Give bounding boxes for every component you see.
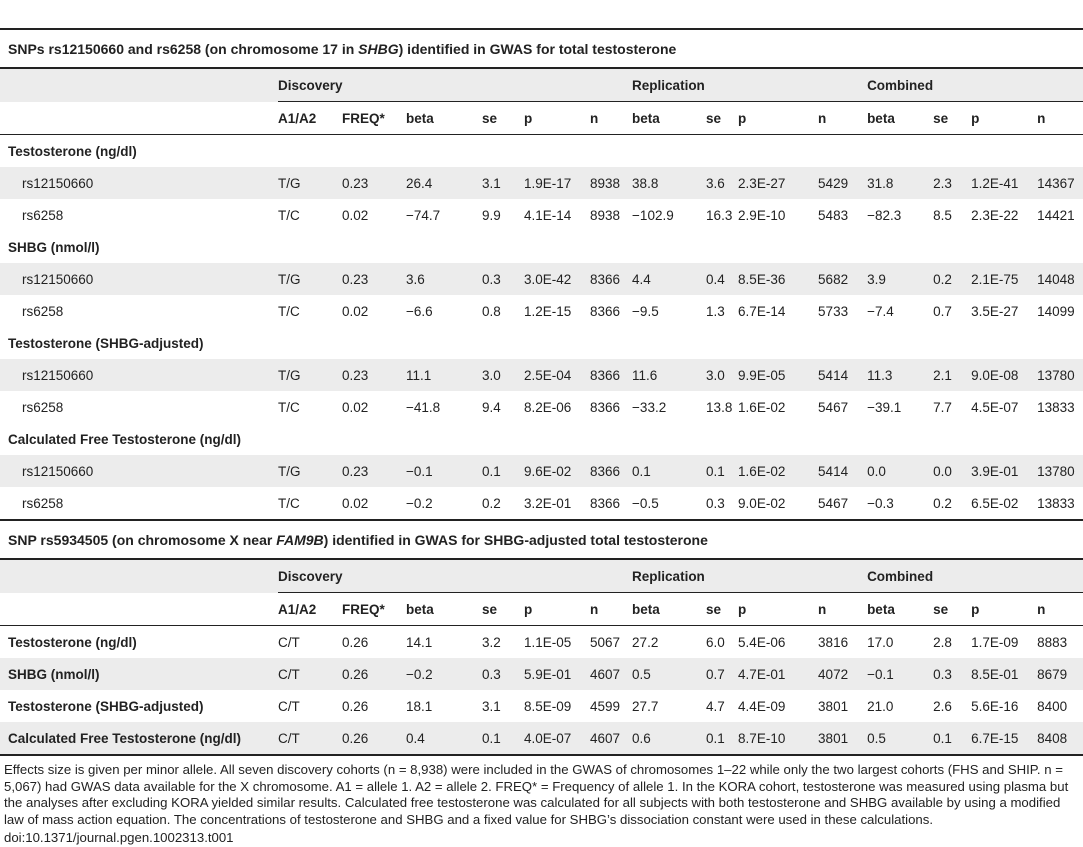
table-cell: 0.23 — [342, 175, 369, 191]
table-row — [0, 690, 1083, 722]
table-cell: 0.4 — [406, 730, 425, 746]
table-cell: 0.3 — [706, 487, 738, 520]
table-cell: 3.2E-01 — [524, 487, 590, 520]
block-heading: Calculated Free Testosterone (ng/dl) — [8, 431, 242, 447]
section1-title: SNPs rs12150660 and rs6258 (on chromosome 17 in SHBG) identified in GWAS for total testosterone — [0, 30, 1083, 69]
table-cell: −6.6 — [406, 303, 433, 319]
table-cell: 3.9 — [867, 271, 886, 287]
column-header-se: se — [706, 593, 738, 626]
table-cell: 3.0 — [482, 367, 501, 383]
column-header-a1a2: A1/A2 — [278, 102, 342, 135]
table-cell: 11.3 — [867, 367, 893, 383]
block-heading-row — [0, 135, 1083, 168]
table-cell: 5429 — [818, 175, 849, 191]
table-cell: 16.3 — [706, 207, 733, 223]
table-cell: 5414 — [818, 367, 849, 383]
table-cell: 14048 — [1037, 271, 1075, 287]
table-cell: −74.7 — [406, 207, 441, 223]
table-cell: 0.1 — [933, 730, 952, 746]
table-cell: T/G — [278, 175, 301, 191]
table-cell: T/G — [278, 271, 301, 287]
table-cell: 1.7E-09 — [971, 634, 1019, 650]
group-header-combined: Combined — [867, 69, 1083, 102]
table-cell: 4607 — [590, 730, 621, 746]
table-cell: 8.5 — [933, 207, 952, 223]
row-label: rs12150660 — [22, 367, 94, 383]
table-cell: C/T — [278, 666, 300, 682]
group-header-combined: Combined — [867, 560, 1083, 593]
group-header-spacer — [0, 560, 278, 593]
table-cell: 5467 — [818, 487, 867, 520]
table-cell: 4072 — [818, 666, 849, 682]
column-header-n: n — [818, 593, 867, 626]
column-header-se: se — [933, 593, 971, 626]
table-cell: 3.0E-42 — [524, 271, 572, 287]
table-row — [0, 199, 1083, 231]
table-cell: 3.9E-01 — [971, 463, 1019, 479]
table-cell: 0.23 — [342, 367, 369, 383]
column-header-row — [0, 593, 1083, 626]
column-header-n: n — [590, 593, 632, 626]
table-cell: 3.5E-27 — [971, 303, 1019, 319]
block-heading-row — [0, 231, 1083, 263]
table-cell: 14367 — [1037, 175, 1075, 191]
table-cell: −0.2 — [406, 487, 482, 520]
table-cell: 11.6 — [632, 367, 658, 383]
section2-table — [0, 560, 1083, 754]
column-header-p: p — [524, 102, 590, 135]
table-cell: 3.6 — [406, 271, 425, 287]
table-cell: T/G — [278, 367, 301, 383]
table-cell: 0.23 — [342, 271, 369, 287]
table-cell: 8408 — [1037, 730, 1068, 746]
table-cell: 4.4E-09 — [738, 698, 786, 714]
table-cell: 1.6E-02 — [738, 399, 786, 415]
table-cell: 8.2E-06 — [524, 399, 572, 415]
table-cell: 0.0 — [867, 463, 886, 479]
table-cell: 6.0 — [706, 634, 725, 650]
table-cell: 13.8 — [706, 399, 733, 415]
table-cell: −33.2 — [632, 399, 667, 415]
table-cell: T/C — [278, 303, 300, 319]
table-cell: 1.2E-15 — [524, 303, 572, 319]
table-cell: 2.5E-04 — [524, 367, 572, 383]
table-cell: T/C — [278, 399, 300, 415]
table-cell: 0.7 — [706, 666, 725, 682]
table-cell: 17.0 — [867, 634, 894, 650]
table-cell: 5682 — [818, 271, 849, 287]
row-label: SHBG (nmol/l) — [8, 666, 100, 682]
table-cell: 0.7 — [933, 303, 952, 319]
table-cell: 5.6E-16 — [971, 698, 1019, 714]
group-header-discovery: Discovery — [278, 69, 632, 102]
table-row — [0, 658, 1083, 690]
table-cell: 9.0E-08 — [971, 367, 1019, 383]
table-cell: 8.5E-36 — [738, 271, 786, 287]
table-cell: 0.23 — [342, 463, 369, 479]
table-cell: 0.02 — [342, 399, 369, 415]
block-heading: Testosterone (SHBG-adjusted) — [8, 335, 204, 351]
table-cell: 2.6 — [933, 698, 952, 714]
table-cell: 0.1 — [706, 463, 725, 479]
table-cell: 0.3 — [482, 271, 501, 287]
table-cell: 0.26 — [342, 666, 369, 682]
table-cell: 0.5 — [632, 666, 651, 682]
table-cell: −102.9 — [632, 207, 674, 223]
table-cell: 0.02 — [342, 207, 369, 223]
table-cell: 0.5 — [867, 730, 886, 746]
table-cell: 4607 — [590, 666, 621, 682]
table-cell: −82.3 — [867, 207, 902, 223]
table-cell: 6.7E-15 — [971, 730, 1019, 746]
group-header-spacer — [0, 69, 278, 102]
table-cell: 2.1 — [933, 367, 952, 383]
section2-title: SNP rs5934505 (on chromosome X near FAM9B) identified in GWAS for SHBG-adjusted total testosterone — [0, 521, 1083, 560]
table-cell: 0.2 — [933, 271, 952, 287]
table-cell: 14099 — [1037, 303, 1075, 319]
column-header-beta: beta — [867, 593, 933, 626]
table-cell: 14.1 — [406, 634, 433, 650]
table-cell: 5414 — [818, 463, 849, 479]
table-cell: 3.6 — [706, 175, 725, 191]
table-cell: 0.26 — [342, 634, 369, 650]
column-header-se: se — [482, 102, 524, 135]
table-cell: −0.3 — [867, 487, 933, 520]
table-cell: 0.02 — [342, 487, 406, 520]
table-cell: 8366 — [590, 487, 632, 520]
table-cell: 13833 — [1037, 487, 1083, 520]
column-header-n: n — [1037, 102, 1083, 135]
block-heading-row — [0, 423, 1083, 455]
group-header-row — [0, 560, 1083, 593]
table-cell: 3.1 — [482, 175, 501, 191]
table-row — [0, 295, 1083, 327]
table-cell: 8.5E-09 — [524, 698, 572, 714]
table-cell: 0.3 — [482, 666, 501, 682]
group-header-replication: Replication — [632, 560, 867, 593]
table-cell: 8366 — [590, 303, 621, 319]
table-cell: −0.1 — [867, 666, 894, 682]
table-cell: 6.5E-02 — [971, 487, 1037, 520]
table-cell: 7.7 — [933, 399, 952, 415]
column-header-se: se — [482, 593, 524, 626]
column-header-p: p — [971, 102, 1037, 135]
table-cell: 1.3 — [706, 303, 725, 319]
row-label: rs12150660 — [22, 463, 94, 479]
table-cell: 8938 — [590, 175, 621, 191]
table-cell: 9.9E-05 — [738, 367, 786, 383]
table-cell: 14421 — [1037, 207, 1075, 223]
row-label: rs6258 — [22, 303, 64, 319]
row-label: rs12150660 — [22, 175, 94, 191]
table-cell: 2.1E-75 — [971, 271, 1019, 287]
table-cell: 3801 — [818, 730, 849, 746]
row-label: rs6258 — [22, 207, 64, 223]
table-cell: 5067 — [590, 634, 621, 650]
table-cell: 27.2 — [632, 634, 659, 650]
table-cell: C/T — [278, 730, 300, 746]
table-row — [0, 263, 1083, 295]
table-cell: 0.0 — [933, 463, 952, 479]
table-cell: −9.5 — [632, 303, 659, 319]
row-label: rs6258 — [22, 399, 64, 415]
table-cell: 8.7E-10 — [738, 730, 786, 746]
table-row — [0, 487, 1083, 520]
table-cell: 8938 — [590, 207, 621, 223]
table-row — [0, 722, 1083, 754]
table-cell: 4.7E-01 — [738, 666, 786, 682]
table-cell: T/G — [278, 463, 301, 479]
table-cell: 2.9E-10 — [738, 207, 786, 223]
table-cell: 0.1 — [482, 463, 501, 479]
table-cell: 27.7 — [632, 698, 659, 714]
table-cell: 8883 — [1037, 634, 1068, 650]
column-header-beta: beta — [406, 102, 482, 135]
table-cell: 6.7E-14 — [738, 303, 786, 319]
row-label: rs12150660 — [22, 271, 94, 287]
table-cell: 4.5E-07 — [971, 399, 1019, 415]
table-cell: C/T — [278, 698, 300, 714]
table-cell: 0.26 — [342, 698, 369, 714]
column-header-beta: beta — [867, 102, 933, 135]
table-cell: −7.4 — [867, 303, 894, 319]
table-cell: C/T — [278, 634, 300, 650]
table-cell: 8679 — [1037, 666, 1068, 682]
row-label: Calculated Free Testosterone (ng/dl) — [8, 730, 242, 746]
table-cell: 2.3E-22 — [971, 207, 1019, 223]
table-row — [0, 626, 1083, 659]
table-cell: 4.4 — [632, 271, 651, 287]
table-cell: 0.3 — [933, 666, 952, 682]
column-header-beta: beta — [632, 593, 706, 626]
column-header-p: p — [738, 593, 818, 626]
table-row — [0, 391, 1083, 423]
table-cell: 2.8 — [933, 634, 952, 650]
table-cell: 0.02 — [342, 303, 369, 319]
table-cell: 5733 — [818, 303, 849, 319]
table-cell: 4599 — [590, 698, 621, 714]
row-label: rs6258 — [0, 487, 278, 520]
table-cell: 3.1 — [482, 698, 501, 714]
table-cell: −0.1 — [406, 463, 433, 479]
table-cell: 18.1 — [406, 698, 433, 714]
table-cell: 13780 — [1037, 463, 1075, 479]
table-cell: −41.8 — [406, 399, 441, 415]
table-cell: 4.7 — [706, 698, 725, 714]
table-cell: 9.6E-02 — [524, 463, 572, 479]
column-header-n: n — [1037, 593, 1083, 626]
column-header-a1a2: A1/A2 — [278, 593, 342, 626]
table-cell: 8.5E-01 — [971, 666, 1019, 682]
table-cell: 1.6E-02 — [738, 463, 786, 479]
table-cell: 0.26 — [342, 730, 369, 746]
table-row — [0, 167, 1083, 199]
table-cell: 8400 — [1037, 698, 1068, 714]
table-cell: 21.0 — [867, 698, 894, 714]
table-cell: 0.1 — [632, 463, 651, 479]
block-heading: Testosterone (ng/dl) — [8, 143, 137, 159]
table-cell: 5483 — [818, 207, 849, 223]
row-label: Testosterone (ng/dl) — [8, 634, 137, 650]
table-row — [0, 455, 1083, 487]
table-cell: 5467 — [818, 399, 849, 415]
top-rule — [0, 0, 1083, 30]
block-heading: SHBG (nmol/l) — [8, 239, 100, 255]
table-cell: 5.4E-06 — [738, 634, 786, 650]
column-header-se: se — [933, 102, 971, 135]
table-cell: 1.1E-05 — [524, 634, 572, 650]
column-header-n: n — [818, 102, 867, 135]
column-header-freq: FREQ* — [342, 102, 406, 135]
column-header-p: p — [971, 593, 1037, 626]
table-cell: −39.1 — [867, 399, 902, 415]
group-header-replication: Replication — [632, 69, 867, 102]
table-cell: 4.1E-14 — [524, 207, 572, 223]
table-cell: 8366 — [590, 463, 621, 479]
table-cell: 0.1 — [706, 730, 725, 746]
table-cell: 1.9E-17 — [524, 175, 572, 191]
table-cell: 0.2 — [482, 487, 524, 520]
table-cell: 0.2 — [933, 487, 971, 520]
table-cell: 13833 — [1037, 399, 1075, 415]
table-cell: 9.0E-02 — [738, 487, 818, 520]
table-cell: 13780 — [1037, 367, 1075, 383]
group-header-row — [0, 69, 1083, 102]
column-header-spacer — [0, 102, 278, 135]
table-cell: 11.1 — [406, 367, 432, 383]
table-cell: 3.2 — [482, 634, 501, 650]
table-cell: T/C — [278, 487, 342, 520]
column-header-beta: beta — [632, 102, 706, 135]
table-cell: 31.8 — [867, 175, 894, 191]
footnote-text: Effects size is given per minor allele. All seven discovery cohorts (n = 8,938) were included in the GWAS of chromosomes 1–22 while only the two largest cohorts (FHS and SHIP. n = 5,067) had GWAS data available for the X chromosome. A1 = allele 1. A2 = allele 2. FREQ* = Frequency of allele 1. In the KORA cohort, testosterone was measured using plasma but the analyses after excluding KORA yielded similar results. Calculated free testosterone was calculated for all subjects with both testosterone and SHBG available by using a modified law of mass action equation. The concentrations of testosterone and SHBG and a fixed value for SHBG’s dissociation constant were used in these calculations. — [4, 762, 1069, 827]
column-header-n: n — [590, 102, 632, 135]
table-cell: 4.0E-07 — [524, 730, 572, 746]
table-cell: 8366 — [590, 399, 621, 415]
row-label: Testosterone (SHBG-adjusted) — [8, 698, 204, 714]
table-cell: 0.4 — [706, 271, 725, 287]
footnote-area — [0, 754, 1083, 847]
column-header-spacer — [0, 593, 278, 626]
table-cell: 1.2E-41 — [971, 175, 1019, 191]
table-cell: 2.3E-27 — [738, 175, 786, 191]
table-cell: −0.5 — [632, 487, 706, 520]
table-cell: 0.1 — [482, 730, 501, 746]
table-cell: 3.0 — [706, 367, 725, 383]
table-cell: 0.6 — [632, 730, 651, 746]
table-cell: 38.8 — [632, 175, 659, 191]
group-header-discovery: Discovery — [278, 560, 632, 593]
table-cell: 9.4 — [482, 399, 501, 415]
table-cell: 9.9 — [482, 207, 501, 223]
table-cell: 3801 — [818, 698, 849, 714]
table-cell: 3816 — [818, 634, 849, 650]
column-header-p: p — [738, 102, 818, 135]
table-cell: T/C — [278, 207, 300, 223]
table-cell: 8366 — [590, 367, 621, 383]
table-row — [0, 359, 1083, 391]
table-cell: 8366 — [590, 271, 621, 287]
column-header-row — [0, 102, 1083, 135]
section1-table — [0, 69, 1083, 521]
table-cell: −0.2 — [406, 666, 433, 682]
block-heading-row — [0, 327, 1083, 359]
table-cell: 5.9E-01 — [524, 666, 572, 682]
table-cell: 0.8 — [482, 303, 501, 319]
column-header-freq: FREQ* — [342, 593, 406, 626]
column-header-p: p — [524, 593, 590, 626]
table-cell: 26.4 — [406, 175, 433, 191]
doi-text: doi:10.1371/journal.pgen.1002313.t001 — [4, 830, 234, 846]
column-header-se: se — [706, 102, 738, 135]
column-header-beta: beta — [406, 593, 482, 626]
table-cell: 2.3 — [933, 175, 952, 191]
